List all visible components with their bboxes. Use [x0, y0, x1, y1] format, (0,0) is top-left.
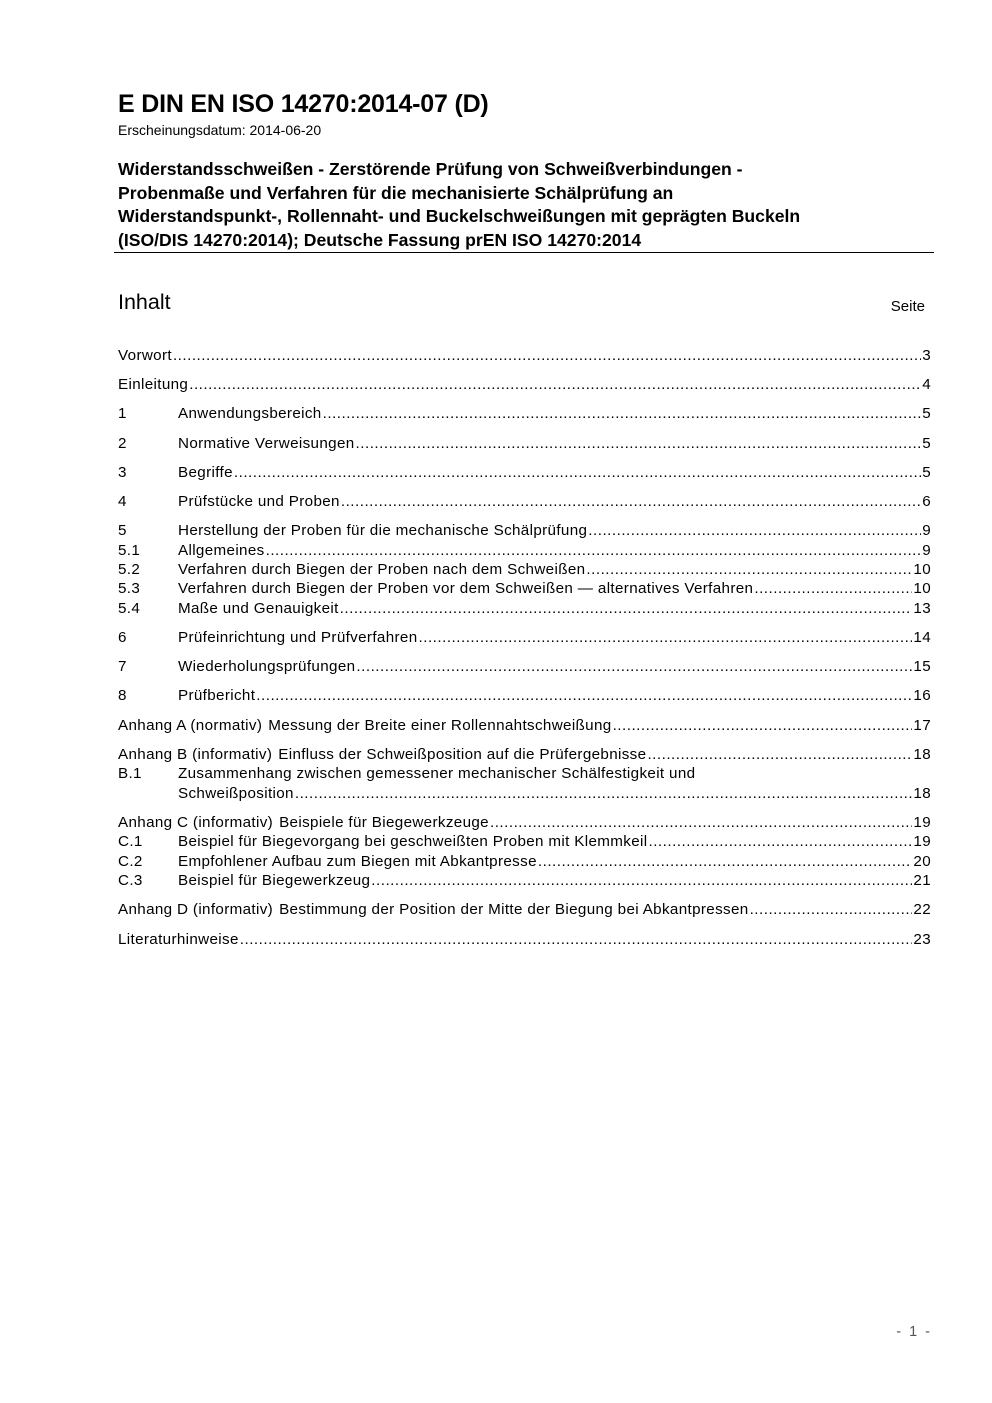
toc-entry-page: 5 — [922, 434, 931, 452]
page-number: - 1 - — [896, 1324, 932, 1340]
toc-entry-label: Begriffe — [178, 463, 233, 481]
toc-dot-leader — [586, 560, 912, 579]
toc-entry-page: 17 — [913, 716, 931, 734]
toc-entry-number: 5.1 — [118, 541, 141, 559]
toc-entry-label: Normative Verweisungen — [178, 434, 355, 452]
toc-entry-label: Prüfstücke und Proben — [178, 493, 340, 511]
toc-entry[interactable] — [118, 852, 931, 871]
toc-entry[interactable] — [118, 657, 931, 676]
toc-dot-leader — [754, 579, 912, 598]
toc-entry-number: 5.2 — [118, 561, 141, 579]
subtitle-line: Widerstandsschweißen - Zerstörende Prüfung von Schweißverbindungen - — [118, 159, 743, 179]
toc-dot-leader — [256, 686, 912, 705]
toc-entry[interactable] — [118, 716, 931, 735]
toc-entry-page: 22 — [913, 901, 931, 919]
toc-entry[interactable] — [118, 930, 931, 949]
toc-entry[interactable] — [118, 404, 931, 423]
toc-entry-number: 8 — [118, 687, 127, 705]
document-title: E DIN EN ISO 14270:2014-07 (D) — [118, 90, 489, 118]
toc-entry-page: 19 — [913, 833, 931, 851]
toc-entry-page: 3 — [922, 347, 931, 364]
toc-heading: Inhalt — [118, 290, 171, 314]
toc-entry-page: 16 — [913, 687, 931, 705]
toc-entry-label: Wiederholungsprüfungen — [178, 658, 356, 676]
toc-entry-page: 14 — [913, 629, 931, 647]
toc-entry[interactable] — [118, 686, 931, 705]
toc-entry-number: 1 — [118, 405, 127, 423]
toc-entry-label: Maße und Genauigkeit — [178, 599, 339, 617]
toc-entry-label: Anwendungsbereich — [178, 405, 322, 423]
toc-entry-continuation[interactable] — [118, 784, 931, 803]
toc-entry[interactable] — [118, 871, 931, 890]
toc-dot-leader — [234, 463, 921, 482]
toc-entry-label: Zusammenhang zwischen gemessener mechanischer Schälfestigkeit und — [178, 765, 696, 783]
toc-entry-label: Schweißposition — [178, 784, 294, 802]
toc-entry-page: 20 — [913, 852, 931, 870]
toc-entry-number: B.1 — [118, 765, 142, 783]
toc-entry-page: 10 — [913, 580, 931, 598]
toc-dot-leader — [356, 434, 922, 453]
toc-entry-number: C.2 — [118, 852, 143, 870]
toc-dot-leader — [490, 813, 912, 832]
title-divider — [114, 252, 934, 253]
toc-dot-leader — [371, 871, 912, 890]
toc-dot-leader — [538, 852, 913, 871]
toc-page-heading: Seite — [890, 298, 925, 315]
toc-entry-page: 18 — [913, 745, 931, 763]
toc-entry[interactable] — [118, 628, 931, 647]
toc-dot-leader — [240, 930, 913, 949]
toc-dot-leader — [648, 832, 912, 851]
toc-annex-label: Anhang B (informativ) — [118, 745, 273, 763]
toc-entry-label: Literaturhinweise — [118, 930, 239, 948]
toc-entry-label: Einfluss der Schweißposition auf die Prüfergebnisse — [278, 745, 647, 763]
toc-dot-leader — [295, 784, 913, 803]
toc-annex-label: Anhang D (informativ) — [118, 901, 274, 919]
toc-dot-leader — [340, 599, 913, 618]
toc-entry-label: Beispiel für Biegewerkzeug — [178, 872, 371, 890]
toc-dot-leader — [266, 541, 922, 560]
toc-entry[interactable] — [118, 346, 931, 365]
toc-entry[interactable] — [118, 813, 931, 832]
subtitle-line: Widerstandspunkt-, Rollennaht- und Buckelschweißungen mit geprägten Buckeln — [118, 206, 801, 226]
toc-entry-label: Beispiele für Biegewerkzeuge — [279, 813, 489, 831]
toc-entry-page: 21 — [913, 872, 931, 890]
toc-entry[interactable] — [118, 541, 931, 560]
toc-entry-label: Vorwort — [118, 347, 172, 364]
toc-entry-page: 10 — [913, 561, 931, 579]
toc-entry[interactable] — [118, 560, 931, 579]
toc-entry[interactable] — [118, 579, 931, 598]
toc-annex-label: Anhang C (informativ) — [118, 813, 274, 831]
toc-entry-label: Verfahren durch Biegen der Proben nach dem Schweißen — [178, 561, 586, 579]
toc-entry-page: 6 — [922, 493, 931, 511]
toc-dot-leader — [419, 628, 913, 647]
subtitle-line: (ISO/DIS 14270:2014); Deutsche Fassung prEN ISO 14270:2014 — [118, 229, 642, 250]
toc-entry-page: 5 — [922, 463, 931, 481]
toc-entry-page: 9 — [922, 541, 931, 559]
toc-entry-label: Beispiel für Biegevorgang bei geschweißten Proben mit Klemmkeil — [178, 833, 648, 851]
toc-entry-page: 19 — [913, 813, 931, 831]
toc-entry-number: 5.4 — [118, 599, 141, 617]
toc-entry-number: 5 — [118, 522, 127, 540]
toc-entry-number: C.3 — [118, 872, 143, 890]
toc-entry-page: 15 — [913, 658, 931, 676]
toc-annex-label: Anhang A (normativ) — [118, 716, 263, 734]
toc-entry-label: Allgemeines — [178, 541, 265, 559]
toc-entry-label: Prüfbericht — [178, 687, 256, 705]
toc-dot-leader — [750, 900, 913, 919]
toc-dot-leader — [647, 745, 912, 764]
subtitle-line: Probenmaße und Verfahren für die mechanisierte Schälprüfung an — [118, 182, 674, 203]
toc-entry-label: Empfohlener Aufbau zum Biegen mit Abkantpresse — [178, 852, 537, 870]
toc-entry[interactable] — [118, 745, 931, 764]
toc-dot-leader — [613, 716, 913, 735]
toc-entry-number: 4 — [118, 493, 127, 511]
toc-dot-leader — [189, 375, 921, 394]
document-subtitle — [118, 158, 918, 252]
toc-entry-number: 3 — [118, 463, 127, 481]
toc-entry[interactable] — [118, 375, 931, 394]
toc-dot-leader — [323, 404, 922, 423]
toc-dot-leader — [356, 657, 912, 676]
toc-entry-number: 5.3 — [118, 580, 141, 598]
toc-entry[interactable] — [118, 599, 931, 618]
toc-entry[interactable] — [118, 463, 931, 482]
toc-entry[interactable] — [118, 764, 931, 783]
toc-entry-label: Messung der Breite einer Rollennahtschweißung — [268, 716, 612, 734]
toc-entry-number: 2 — [118, 434, 127, 452]
toc-entry-page: 13 — [913, 599, 931, 617]
toc-entry[interactable] — [118, 900, 931, 919]
toc-dot-leader — [588, 521, 921, 540]
toc-dot-leader — [173, 346, 921, 365]
toc-entry-number: 6 — [118, 629, 127, 647]
toc-entry-page: 4 — [922, 376, 931, 394]
toc-entry-label: Herstellung der Proben für die mechanische Schälprüfung — [178, 522, 588, 540]
toc-dot-leader — [341, 492, 921, 511]
toc-entry-page: 23 — [913, 930, 931, 948]
toc-entry[interactable] — [118, 492, 931, 511]
toc-entry-number: 7 — [118, 658, 127, 676]
toc-entry[interactable] — [118, 434, 931, 453]
publication-date: Erscheinungsdatum: 2014-06-20 — [118, 122, 322, 138]
toc-entry-label: Prüfeinrichtung und Prüfverfahren — [178, 629, 418, 647]
table-of-contents — [118, 346, 931, 949]
toc-entry-page: 5 — [922, 405, 931, 423]
toc-entry-number: C.1 — [118, 833, 143, 851]
toc-entry-page: 18 — [913, 784, 931, 802]
toc-entry-label: Bestimmung der Position der Mitte der Biegung bei Abkantpressen — [279, 901, 749, 919]
toc-entry-label: Verfahren durch Biegen der Proben vor dem Schweißen — alternatives Verfahren — [178, 580, 754, 598]
toc-entry[interactable] — [118, 521, 931, 540]
toc-entry-label: Einleitung — [118, 376, 189, 394]
toc-entry[interactable] — [118, 832, 931, 851]
toc-entry-page: 9 — [922, 522, 931, 540]
